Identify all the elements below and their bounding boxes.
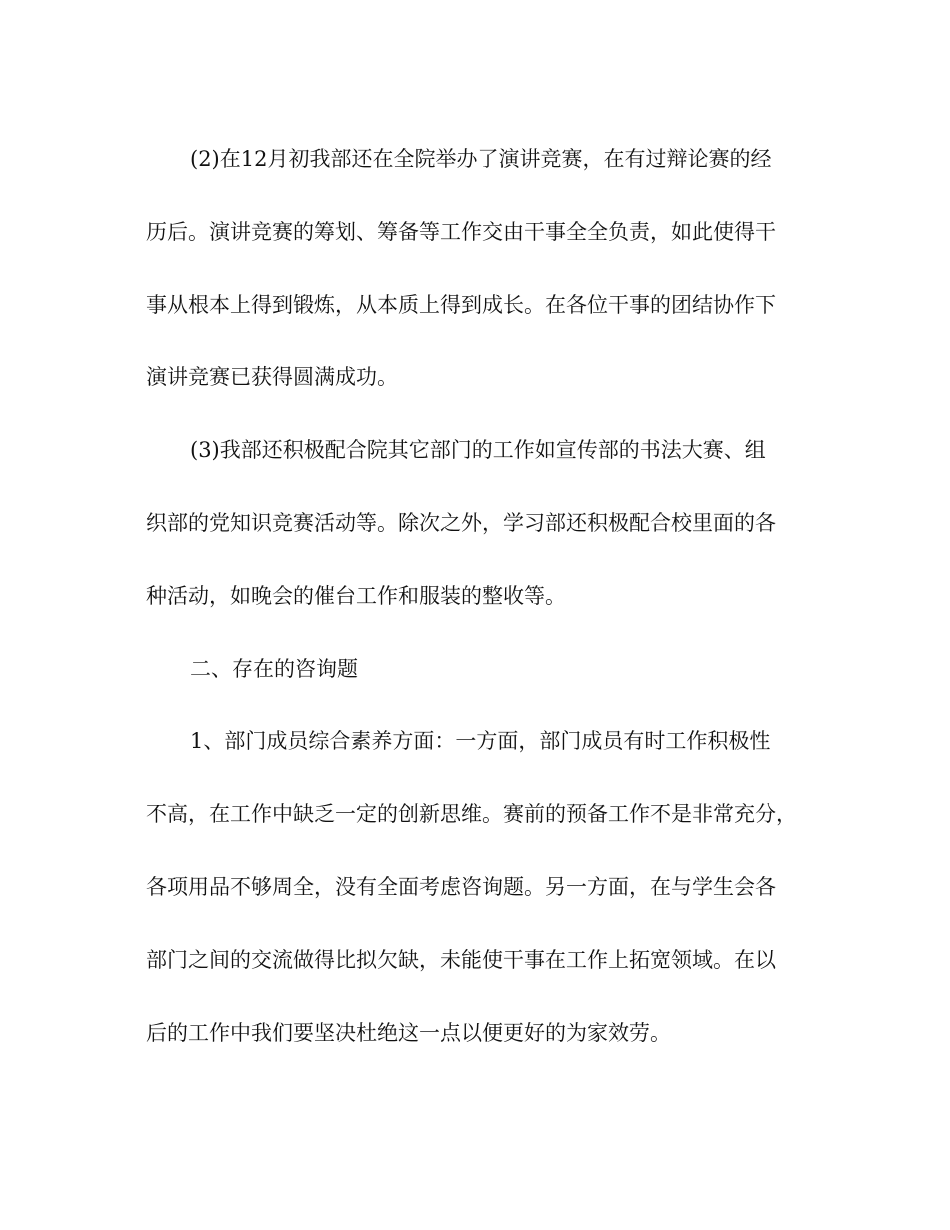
issue-1-line-1: 1、部门成员综合素养方面：一方面，部门成员有时工作积极性 (190, 729, 771, 754)
paragraph-2-line-4: 演讲竞赛已获得圆满成功。 (146, 365, 398, 390)
issue-1-line-2: 不高，在工作中缺乏一定的创新思维。赛前的预备工作不是非常充分， (146, 802, 797, 827)
paragraph-3-line-3: 种活动，如晚会的催台工作和服装的整收等。 (146, 583, 566, 608)
issue-1-line-3: 各项用品不够周全，没有全面考虑咨询题。另一方面，在与学生会各 (146, 874, 776, 899)
paragraph-2-line-3: 事从根本上得到锻炼，从本质上得到成长。在各位干事的团结协作下 (146, 292, 776, 317)
paragraph-3-line-2: 织部的党知识竞赛活动等。除次之外，学习部还积极配合校里面的各 (146, 510, 776, 535)
section-heading: 二、存在的咨询题 (190, 656, 358, 681)
paragraph-3-line-1: (3)我部还积极配合院其它部门的工作如宣传部的书法大赛、组 (190, 438, 766, 463)
issue-1-line-5: 后的工作中我们要坚决杜绝这一点以便更好的为家效劳。 (146, 1020, 671, 1045)
paragraph-2-line-1: (2)在12月初我部还在全院举办了演讲竞赛，在有过辩论赛的经 (190, 147, 772, 171)
issue-1-line-4: 部门之间的交流做得比拟欠缺，未能使干事在工作上拓宽领域。在以 (146, 947, 776, 972)
document-body (146, 141, 814, 1087)
paragraph-2-line-2: 历后。演讲竞赛的筹划、筹备等工作交由干事全全负责，如此使得干 (146, 219, 776, 244)
